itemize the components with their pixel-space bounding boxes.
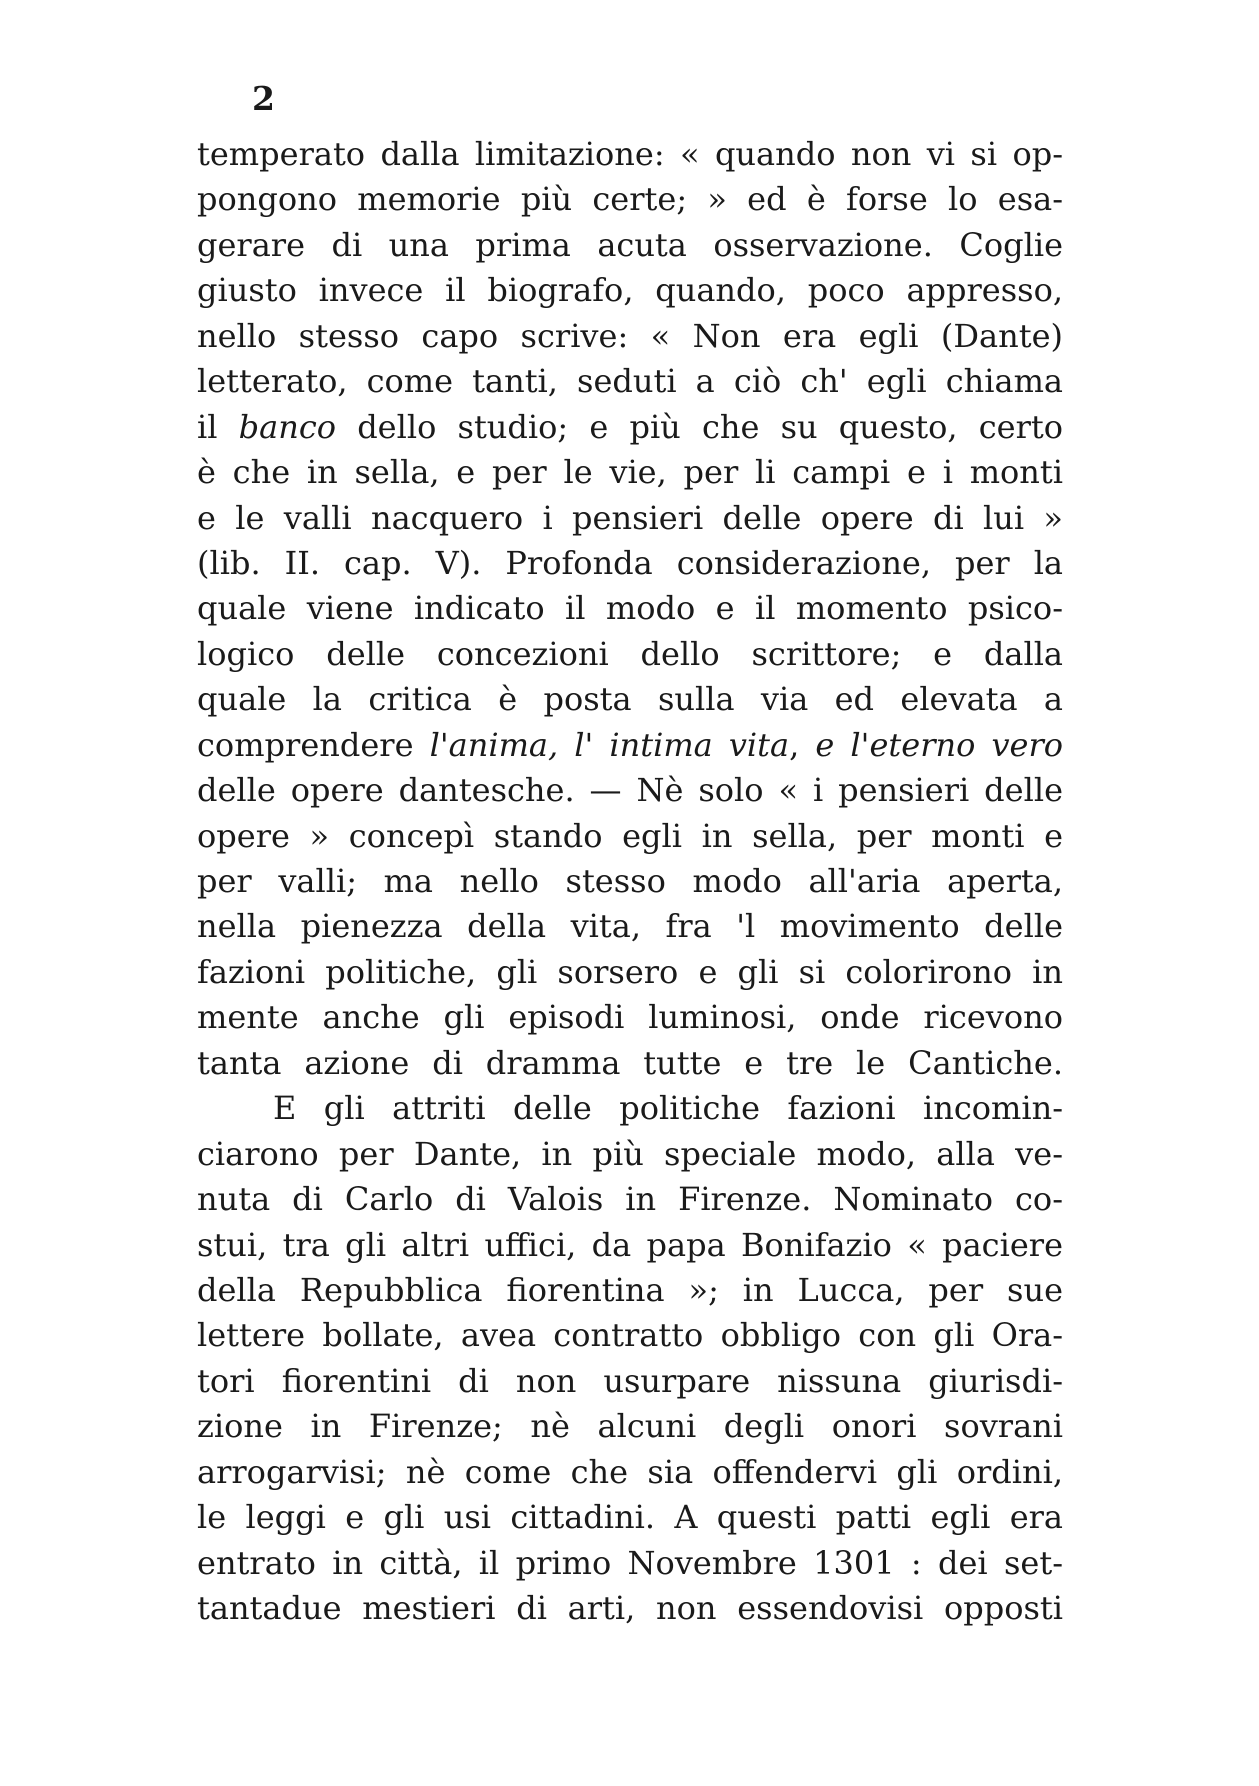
text-segment: stui, tra gli altri uffici, da papa Bonifazio « paciere (197, 1225, 1063, 1264)
text-line (197, 496, 1063, 541)
text-line (197, 677, 1063, 722)
text-segment: gerare di una prima acuta osservazione. Coglie (197, 225, 1063, 264)
text-segment: è che in sella, e per le vie, per li campi e i monti (197, 453, 1063, 492)
text-segment: quale viene indicato il modo e il momento psico- (197, 589, 1063, 628)
italic-text: e l'eterno vero (815, 725, 1064, 764)
text-line (197, 904, 1063, 949)
text-line (197, 132, 1063, 177)
text-segment: il (197, 407, 239, 446)
text-segment: opere » concepì stando egli in sella, per monti e (197, 816, 1063, 855)
italic-text: l'anima, l' intima vita (429, 725, 790, 764)
text-segment: fazioni politiche, gli sorsero e gli si colorirono in (197, 952, 1063, 991)
text-line (197, 1313, 1063, 1358)
text-line (197, 1041, 1063, 1086)
text-segment: delle opere dantesche. — Nè solo « i pensieri delle (197, 771, 1063, 810)
text-segment: logico delle concezioni dello scrittore; e dalla (197, 634, 1063, 673)
text-line (197, 1268, 1063, 1313)
text-segment: E gli attriti delle politiche fazioni incomin- (273, 1089, 1063, 1128)
text-line (197, 859, 1063, 904)
text-line (197, 1223, 1063, 1268)
text-line (197, 1586, 1063, 1631)
text-segment: letterato, come tanti, seduti a ciò ch' egli chiama (197, 362, 1063, 401)
text-segment: nella pienezza della vita, fra 'l movimento delle (197, 907, 1063, 946)
text-segment: zione in Firenze; nè alcuni degli onori sovrani (197, 1407, 1063, 1446)
text-segment: tori fiorentini di non usurpare nissuna giurisdi- (197, 1361, 1063, 1400)
text-segment: nello stesso capo scrive: « Non era egli (Dante) (197, 316, 1063, 355)
text-segment: mente anche gli episodi luminosi, onde ricevono (197, 998, 1063, 1037)
text-segment: per valli; ma nello stesso modo all'aria aperta, (197, 862, 1063, 900)
text-line (197, 1132, 1063, 1177)
text-line (197, 177, 1063, 222)
text-line (197, 632, 1063, 677)
text-line (197, 541, 1063, 586)
text-segment: dello studio; e più che su questo, certo (336, 407, 1064, 446)
text-line (197, 450, 1063, 495)
text-line (197, 1450, 1063, 1495)
text-line (197, 1177, 1063, 1222)
text-line (197, 1404, 1063, 1449)
text-segment: giusto invece il biografo, quando, poco appresso, (197, 271, 1063, 310)
text-segment: della Repubblica fiorentina »; in Lucca, per sue (197, 1270, 1063, 1309)
text-segment: , (789, 725, 816, 764)
text-segment: comprendere (197, 725, 430, 764)
text-segment: le leggi e gli usi cittadini. A questi patti egli era (197, 1498, 1063, 1537)
text-line (197, 586, 1063, 631)
text-line (197, 314, 1063, 359)
text-line (197, 950, 1063, 995)
text-line (197, 768, 1063, 813)
text-segment: arrogarvisi; nè come che sia offendervi gli ordini, (197, 1452, 1063, 1491)
text-segment: pongono memorie più certe; » ed è forse lo esa- (197, 180, 1063, 219)
text-segment: nuta di Carlo di Valois in Firenze. Nominato co- (197, 1180, 1063, 1219)
text-segment: (lib. II. cap. V). Profonda considerazione, per la (197, 543, 1063, 582)
text-segment: tanta azione di dramma tutte e tre le Cantiche. (197, 1043, 1063, 1082)
text-line (197, 405, 1063, 450)
text-line (197, 814, 1063, 859)
text-line (197, 1086, 1063, 1131)
text-segment: temperato dalla limitazione: « quando non vi si op- (197, 135, 1063, 173)
text-segment: tantadue mestieri di arti, non essendovisi opposti (197, 1589, 1063, 1627)
text-segment: lettere bollate, avea contratto obbligo con gli Ora- (197, 1316, 1063, 1355)
text-line (197, 268, 1063, 313)
text-line (197, 1495, 1063, 1540)
body-text (197, 132, 1063, 1631)
text-line (197, 223, 1063, 268)
text-segment: ciarono per Dante, in più speciale modo, alla ve- (197, 1134, 1063, 1173)
text-line (197, 995, 1063, 1040)
text-segment: entrato in città, il primo Novembre 1301 : dei set- (197, 1543, 1063, 1582)
text-line (197, 723, 1063, 768)
text-line (197, 1541, 1063, 1586)
text-segment: e le valli nacquero i pensieri delle opere di lui » (197, 498, 1063, 537)
text-line (197, 359, 1063, 404)
page-number: 2 (252, 79, 275, 118)
text-segment: quale la critica è posta sulla via ed elevata a (197, 680, 1063, 719)
italic-text: banco (238, 407, 337, 446)
text-line (197, 1359, 1063, 1404)
